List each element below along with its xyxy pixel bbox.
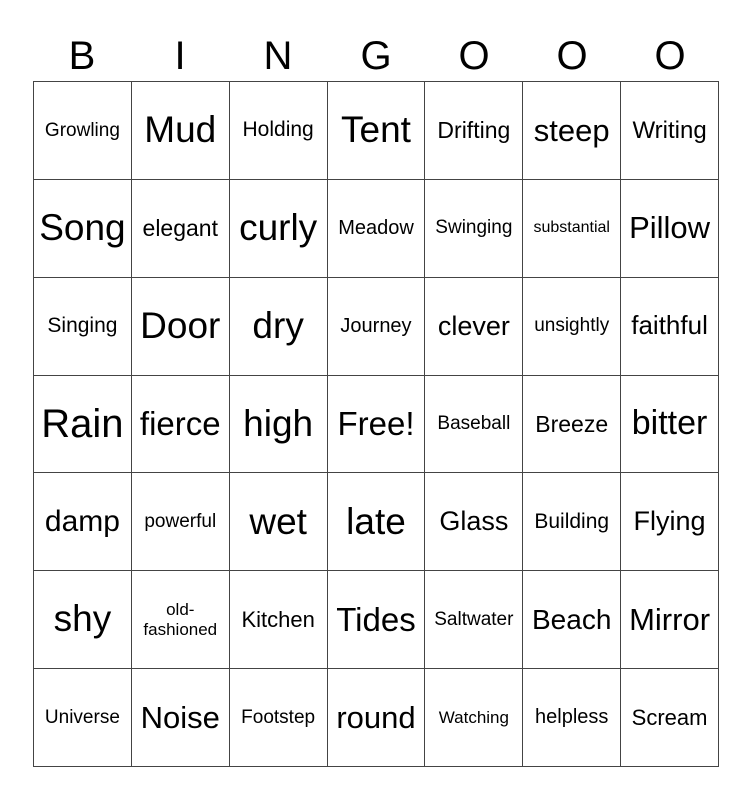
bingo-cell[interactable]: Tent [328, 82, 426, 180]
bingo-cell[interactable]: Singing [34, 278, 132, 376]
bingo-cell[interactable]: Pillow [621, 180, 719, 278]
header-letter: O [458, 34, 490, 78]
bingo-cell[interactable]: Baseball [425, 376, 523, 474]
bingo-cell[interactable]: Growling [34, 82, 132, 180]
header-letter: N [263, 34, 293, 78]
bingo-cell[interactable]: Mud [132, 82, 230, 180]
bingo-cell[interactable]: Drifting [425, 82, 523, 180]
bingo-cell[interactable]: fierce [132, 376, 230, 474]
bingo-cell[interactable]: substantial [523, 180, 621, 278]
bingo-cell[interactable]: round [328, 669, 426, 767]
bingo-cell[interactable]: Free! [328, 376, 426, 474]
bingo-header [33, 32, 719, 80]
bingo-cell[interactable]: Beach [523, 571, 621, 669]
bingo-cell[interactable]: Watching [425, 669, 523, 767]
header-letter: O [556, 34, 588, 78]
bingo-cell[interactable]: Building [523, 473, 621, 571]
bingo-cell[interactable]: Journey [328, 278, 426, 376]
bingo-cell[interactable]: Saltwater [425, 571, 523, 669]
bingo-cell[interactable]: Holding [230, 82, 328, 180]
bingo-cell[interactable]: Mirror [621, 571, 719, 669]
bingo-cell[interactable]: Swinging [425, 180, 523, 278]
bingo-cell[interactable]: wet [230, 473, 328, 571]
header-letter: G [360, 34, 392, 78]
bingo-cell[interactable]: Door [132, 278, 230, 376]
bingo-cell[interactable]: Kitchen [230, 571, 328, 669]
bingo-cell[interactable]: Meadow [328, 180, 426, 278]
bingo-cell[interactable]: faithful [621, 278, 719, 376]
bingo-cell[interactable]: Scream [621, 669, 719, 767]
bingo-cell[interactable]: Universe [34, 669, 132, 767]
bingo-cell[interactable]: damp [34, 473, 132, 571]
bingo-cell[interactable]: Writing [621, 82, 719, 180]
header-letter: B [68, 34, 96, 78]
bingo-cell[interactable]: Breeze [523, 376, 621, 474]
bingo-cell[interactable]: old- fashioned [132, 571, 230, 669]
bingo-cell[interactable]: curly [230, 180, 328, 278]
bingo-cell[interactable]: unsightly [523, 278, 621, 376]
bingo-cell[interactable]: powerful [132, 473, 230, 571]
bingo-cell[interactable]: high [230, 376, 328, 474]
header-letter: I [174, 34, 186, 78]
bingo-cell[interactable]: shy [34, 571, 132, 669]
bingo-cell[interactable]: Tides [328, 571, 426, 669]
header-letter: O [654, 34, 686, 78]
bingo-cell[interactable]: helpless [523, 669, 621, 767]
bingo-cell[interactable]: Footstep [230, 669, 328, 767]
bingo-cell[interactable]: bitter [621, 376, 719, 474]
bingo-board [33, 81, 719, 767]
bingo-cell[interactable]: steep [523, 82, 621, 180]
bingo-cell[interactable]: Rain [34, 376, 132, 474]
bingo-cell[interactable]: Song [34, 180, 132, 278]
bingo-cell[interactable]: Flying [621, 473, 719, 571]
bingo-cell[interactable]: dry [230, 278, 328, 376]
bingo-cell[interactable]: clever [425, 278, 523, 376]
bingo-cell[interactable]: Noise [132, 669, 230, 767]
bingo-cell[interactable]: late [328, 473, 426, 571]
bingo-cell[interactable]: Glass [425, 473, 523, 571]
bingo-cell[interactable]: elegant [132, 180, 230, 278]
